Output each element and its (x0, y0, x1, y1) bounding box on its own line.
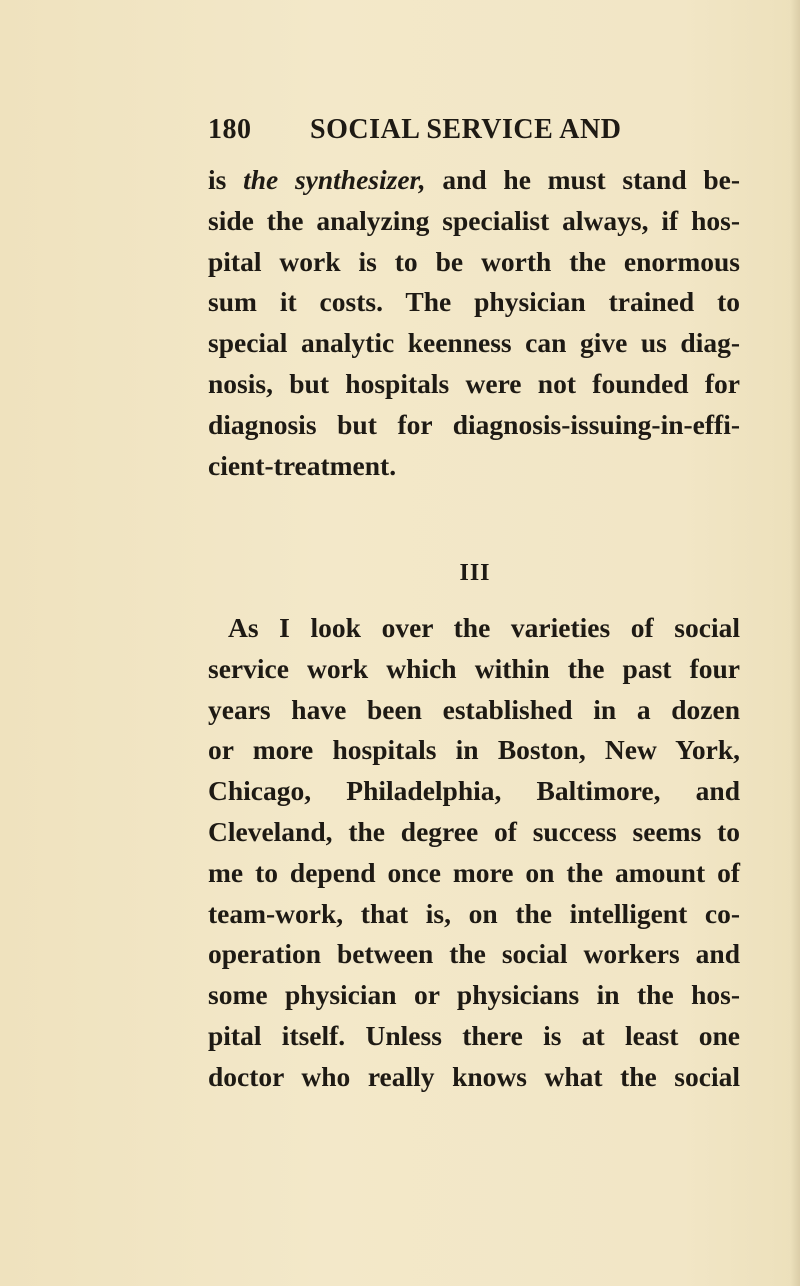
page-edge-shadow (790, 0, 800, 1286)
text-line: sum it costs. The physician trained to (208, 286, 740, 318)
text-line: operation between the social workers and (208, 938, 740, 970)
section-number (0, 560, 800, 587)
text-line: years have been established in a dozen (208, 693, 740, 725)
text-line: diagnosis but for diagnosis-issuing-in-effi- (208, 408, 740, 440)
page-number: 180 (208, 114, 252, 145)
section-number-text: III (459, 560, 491, 586)
text-line: some physician or physicians in the hos- (208, 979, 740, 1011)
emphasis-text: the synthesizer, (243, 164, 426, 195)
running-head (208, 114, 628, 154)
text-line: nosis, but hospitals were not founded for (208, 367, 740, 399)
text-line: cient-treatment. (208, 449, 397, 481)
text-line: service work which within the past four (208, 652, 740, 684)
text-segment: and he must stand be- (425, 164, 741, 195)
text-line: pital work is to be worth the enormous (208, 245, 740, 277)
text-line: team-work, that is, on the intelligent co- (208, 897, 740, 929)
text-line: Cleveland, the degree of success seems to (208, 815, 740, 847)
paragraph-1 (208, 160, 740, 486)
text-line: Chicago, Philadelphia, Baltimore, and (208, 775, 740, 807)
text-segment: is (208, 164, 244, 195)
text-line: pital itself. Unless there is at least one (208, 1019, 740, 1051)
paragraph-2 (208, 608, 740, 1098)
text-line: special analytic keenness can give us diag- (208, 327, 740, 359)
text-line: or more hospitals in Boston, New York, (208, 734, 740, 766)
text-line: me to depend once more on the amount of (208, 856, 740, 888)
text-line (208, 160, 740, 201)
text-line: As I look over the varieties of social (228, 612, 740, 643)
text-line: doctor who really knows what the social (208, 1060, 740, 1092)
running-head-title: SOCIAL SERVICE AND (310, 114, 622, 145)
text-line: side the analyzing specialist always, if hos- (208, 204, 740, 236)
